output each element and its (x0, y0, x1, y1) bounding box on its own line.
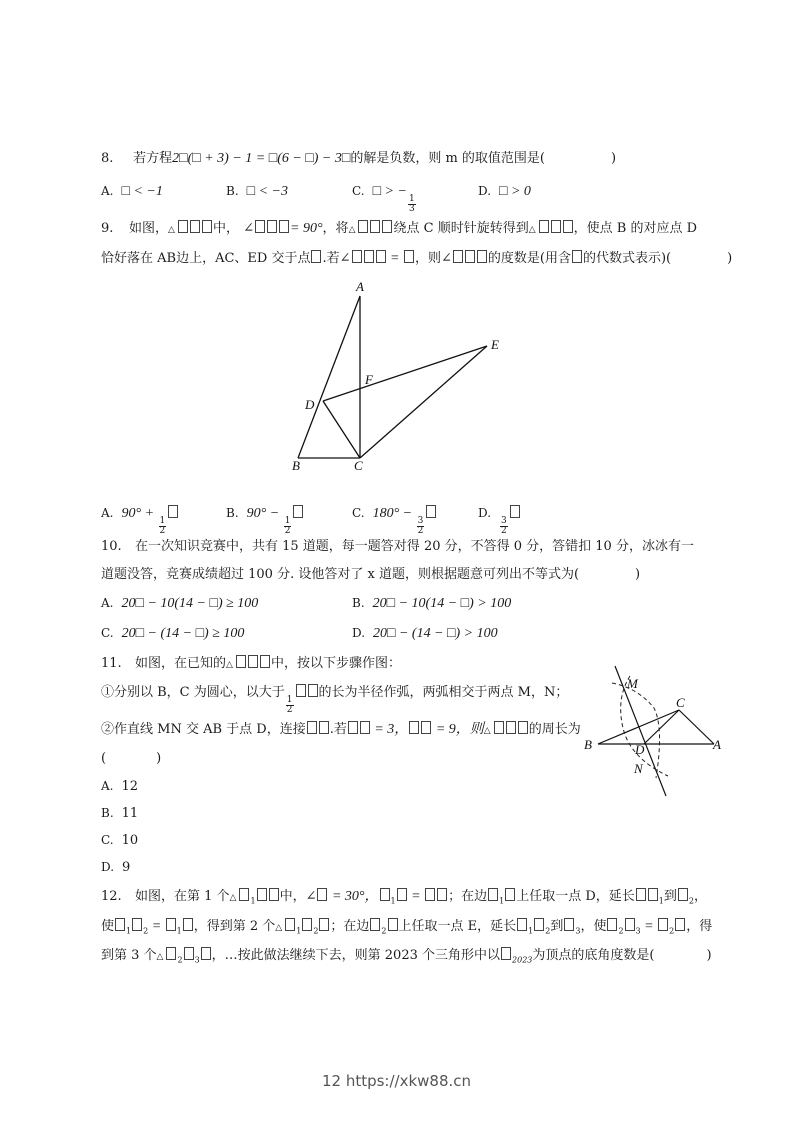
math: = 90° (290, 221, 323, 236)
option-text: 90° − (246, 506, 283, 521)
text: ；在边 (448, 889, 488, 904)
q11-step1 (101, 684, 568, 715)
q11-option-b[interactable] (101, 806, 138, 821)
q11-number: 11. (101, 656, 122, 671)
option-text: 11 (121, 806, 139, 821)
text: 中，按以下步骤作图： (270, 656, 401, 671)
q12-stem-line3: 到第 3 个△ $_2$ $_3$ ，…按此做法继续下去，则第 2023 个三角形中以 $_{2023}$为顶点的底角度数是( ) (101, 948, 712, 965)
text: 道题没答，竞赛成绩超过 100 分. 设他答对了 x 道题，则根据题意可列出不等式为( (101, 567, 580, 582)
label-m: M (627, 676, 638, 691)
text: 的度数是(用含 (487, 251, 571, 266)
q8-option-c[interactable] (352, 184, 417, 214)
option-label: D. (478, 506, 492, 520)
option-text: □ < −1 (121, 184, 163, 199)
triangle-icon: △ (528, 225, 536, 235)
q9-close-paren: ) (727, 251, 733, 266)
q11-option-d[interactable] (101, 860, 130, 875)
text: 如图，在已知的 (135, 656, 227, 671)
option-label: C. (101, 626, 114, 640)
label-c: C (354, 458, 363, 473)
text: ，…按此做法继续下去，则第 2023 个三角形中以 (211, 948, 501, 963)
fraction: $\frac{1}{2}$ (284, 516, 291, 536)
option-text: □ < −3 (246, 184, 288, 199)
option-label: D. (352, 626, 366, 640)
text: 绕点 C 顺时针旋转得到 (393, 221, 529, 236)
text: .若 (322, 251, 340, 266)
text: 到 (663, 889, 677, 904)
option-label: B. (226, 184, 239, 198)
option-label: A. (101, 184, 114, 198)
triangle-icon: △ (483, 726, 491, 736)
angle-icon: ∠ (305, 889, 317, 904)
q11-close-paren: ) (156, 751, 162, 766)
q9-option-d[interactable] (478, 505, 521, 536)
text: 到 (550, 919, 564, 934)
fraction: $\frac{3}{2}$ (501, 516, 507, 536)
text: 的周长为 (528, 722, 581, 737)
angle-icon: ∠ (440, 251, 452, 266)
text: 使 (101, 919, 115, 934)
option-label: B. (101, 806, 114, 820)
math: = 9，则 (432, 722, 484, 737)
text: 到第 3 个 (101, 948, 157, 963)
math: = (386, 251, 403, 266)
text: 上任取一点 E，延长 (398, 919, 517, 934)
q8-number: 8. (101, 151, 114, 166)
q8-equation: 2□(□ + 3) − 1 = □(6 − □) − 3□ (172, 151, 351, 166)
q12-number: 12. (101, 889, 122, 904)
q10-stem-line1 (101, 538, 694, 556)
angle-icon: ∠ (243, 221, 254, 236)
fraction: $\frac{3}{2}$ (417, 516, 424, 536)
angle-icon: ∠ (339, 251, 351, 266)
label-b: B (292, 458, 300, 473)
q11-figure (578, 658, 738, 803)
option-text: □ > 0 (499, 184, 531, 199)
q8-option-d[interactable] (478, 184, 531, 200)
q8-option-a[interactable] (101, 184, 163, 200)
q11-step2 (101, 721, 581, 740)
text: 中， (212, 221, 239, 236)
text: ，将 (322, 221, 349, 236)
triangle-icon: △ (348, 225, 356, 235)
label-e: E (491, 337, 499, 352)
q12-stem-line2: 使 $_1$ $_2$ = $_1$ ，得到第 2 个△ $_1$ $_2$ ；在边 $_2$ 上任取一点 E，延长 $_1$ $_2$到 $_3$，使 $_2$ $_3$ = $_2$ ，得 (101, 919, 713, 936)
text: ①分别以 B，C 为圆心，以大于 (101, 685, 285, 700)
q10-close-paren: ) (635, 567, 641, 582)
text: 恰好落在 AB边上，AC、ED 交于点 (101, 251, 311, 266)
q9-stem-line1 (101, 220, 697, 239)
label-a: A (356, 279, 364, 294)
q9-option-c[interactable] (352, 505, 437, 536)
text: ，得到第 2 个 (193, 919, 276, 934)
open-paren: ( (101, 751, 107, 766)
option-label: C. (352, 184, 365, 198)
option-text: 20□ − 10(14 − □) > 100 (372, 596, 512, 611)
math: = 3， (370, 722, 409, 737)
q10-option-d[interactable] (352, 626, 498, 642)
option-text: 20□ − (14 − □) ≥ 100 (121, 626, 245, 641)
text: 的长为半径作弧，两弧相交于两点 M，N； (318, 685, 569, 700)
q9-stem-line2 (101, 250, 732, 268)
option-label: D. (478, 184, 492, 198)
option-text: 9 (122, 860, 131, 875)
option-label: D. (101, 860, 115, 874)
text: 为顶点的底角度数是( (532, 948, 655, 963)
label-d: D (305, 397, 315, 412)
text: ，得 (686, 919, 713, 934)
q8-text-suffix: 的解是负数，则 m 的取值范围是( (350, 151, 545, 166)
math: = 30°， (328, 889, 379, 904)
option-label: A. (101, 779, 114, 793)
option-text: 10 (121, 833, 139, 848)
option-label: B. (352, 596, 365, 610)
text: 的代数式表示)( (582, 251, 672, 266)
q9-figure (285, 278, 515, 473)
q8-close-paren: ) (611, 151, 617, 166)
text: 上任取一点 D，延长 (516, 889, 635, 904)
q10-option-a[interactable] (101, 596, 258, 612)
option-label: B. (226, 506, 239, 520)
fraction: $\frac{1}{2}$ (286, 695, 293, 715)
text: ②作直线 MN 交 AB 于点 D，连接 (101, 722, 306, 737)
label-b: B (584, 737, 592, 752)
triangle-icon: △ (156, 952, 164, 962)
option-text: 90° + (121, 506, 158, 521)
label-d: D (635, 742, 645, 757)
text: ，使点 B 的对应点 D (573, 221, 697, 236)
triangle-icon: △ (226, 660, 233, 670)
triangle-icon: △ (275, 923, 283, 933)
fraction: $\frac{1}{2}$ (159, 516, 166, 536)
q11-paren-line (101, 750, 161, 768)
option-text: 180° − (372, 506, 416, 521)
q11-stem-line1 (101, 655, 401, 674)
text: ，则 (414, 251, 441, 266)
option-label: C. (101, 833, 114, 847)
label-c: C (676, 695, 685, 710)
text: ；在边 (330, 919, 370, 934)
text: 在一次知识竞赛中，共有 15 道题，每一题答对得 20 分，不答得 0 分，答错扣 10 分，冰冰有一 (135, 539, 694, 554)
page-footer: 12 https://xkw88.cn (321, 1072, 472, 1090)
q10-stem-line2 (101, 566, 640, 584)
label-f: F (365, 372, 373, 387)
text: 中， (279, 889, 306, 904)
q8-stem (101, 150, 616, 168)
label-n: N (634, 761, 643, 776)
option-label: A. (101, 596, 114, 610)
option-text: 12 (121, 779, 139, 794)
label-a: A (713, 737, 721, 752)
text: .若 (329, 722, 347, 737)
q12-close-paren: ) (706, 948, 712, 963)
q10-option-c[interactable] (101, 626, 244, 642)
q9-option-a[interactable] (101, 505, 179, 536)
option-label: C. (352, 506, 365, 520)
q8-text: 若方程 (133, 151, 173, 166)
q12-stem-line1: 12. 如图，在第 1 个△ $_1$ 中，∠ = 30°， $_1$ = ；在边 $_1$ 上任取一点 D，延长 $_1$到 $_2$， (101, 889, 707, 906)
q10-option-b[interactable] (352, 596, 511, 612)
q9-option-b[interactable] (226, 505, 304, 536)
text: 如图， (129, 221, 169, 236)
text: 如图，在第 1 个 (135, 889, 230, 904)
text: ，使 (580, 919, 607, 934)
option-text: 20□ − (14 − □) > 100 (373, 626, 498, 641)
triangle-icon: △ (229, 893, 237, 903)
subscript: 2023 (512, 955, 533, 965)
q8-option-b[interactable] (226, 184, 288, 200)
fraction: $\frac{1}{3}$ (408, 194, 415, 214)
triangle-icon: △ (168, 225, 175, 235)
q11-option-c[interactable] (101, 833, 138, 848)
option-text: □ > − (372, 184, 407, 199)
q9-number: 9. (101, 221, 114, 236)
option-text: 20□ − 10(14 − □) ≥ 100 (121, 596, 259, 611)
q10-number: 10. (101, 539, 122, 554)
option-label: A. (101, 506, 114, 520)
q11-option-a[interactable] (101, 779, 138, 794)
